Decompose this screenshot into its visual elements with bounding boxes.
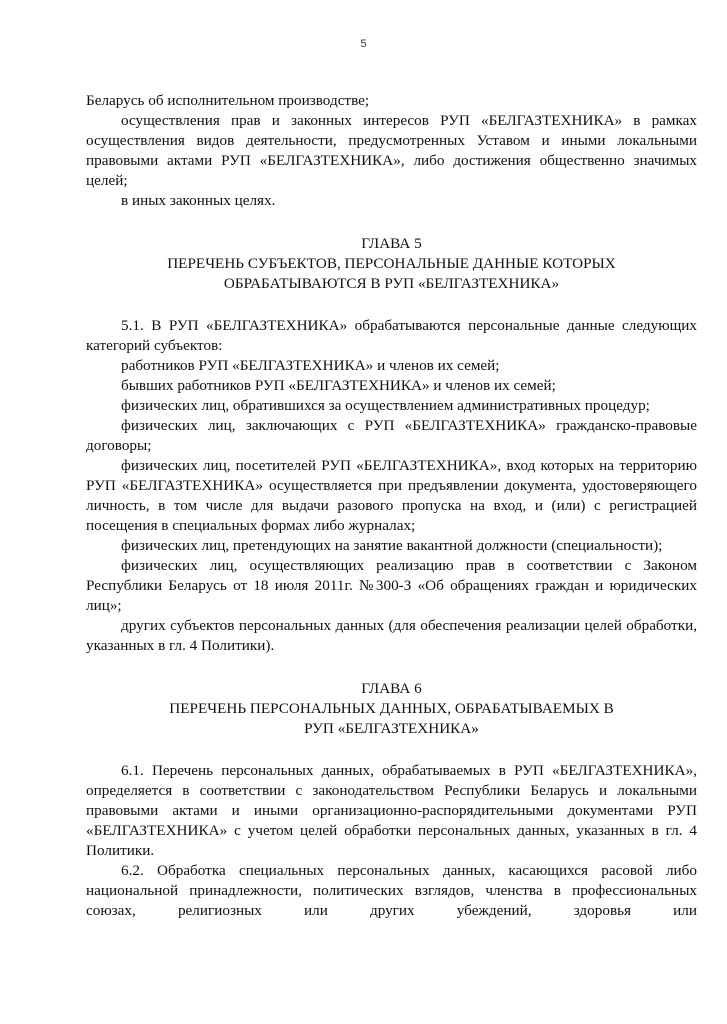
chapter-5-title-line-1: ПЕРЕЧЕНЬ СУБЪЕКТОВ, ПЕРСОНАЛЬНЫЕ ДАННЫЕ КОТОРЫХ — [167, 255, 616, 272]
page-number: 5 — [360, 38, 367, 50]
list-item: физических лиц, посетителей РУП «БЕЛГАЗТЕХНИКА», вход которых на территорию РУП «БЕЛГАЗТЕХНИКА» осуществляется при предъявлении документа, удостоверяющего личность, в том числе для выдачи разового пропуска на вход, и (или) с регистрацией посещения в специальных формах либо журналах; — [86, 457, 697, 534]
list-item: физических лиц, претендующих на занятие вакантной должности (специальности); — [121, 537, 663, 554]
clause-6-1: 6.1. Перечень персональных данных, обрабатываемых в РУП «БЕЛГАЗТЕХНИКА», определяется в соответствии с законодательством Республики Беларусь и локальными правовыми актами и иными организационно-распорядительными документами РУП «БЕЛГАЗТЕХНИКА» с учетом целей обработки персональных данных, указанных в гл. 4 Политики. — [86, 762, 697, 859]
chapter-5-number: ГЛАВА 5 — [361, 235, 422, 252]
list-item: физических лиц, осуществляющих реализацию прав в соответствии с Законом Республики Беларусь от 18 июля 2011г. №300-З «Об обращениях граждан и юридических лиц»; — [86, 557, 697, 614]
intro-paragraph-2: осуществления прав и законных интересов РУП «БЕЛГАЗТЕХНИКА» в рамках осуществления видов деятельности, предусмотренных Уставом и иными локальными правовыми актами РУП «БЕЛГАЗТЕХНИКА», либо достижения общественно значимых целей; — [86, 112, 697, 189]
chapter-6-title-line-1: ПЕРЕЧЕНЬ ПЕРСОНАЛЬНЫХ ДАННЫХ, ОБРАБАТЫВАЕМЫХ В — [169, 700, 614, 717]
chapter-5-heading — [86, 234, 697, 294]
spacer — [86, 294, 697, 316]
intro-paragraph-3: в иных законных целях. — [121, 192, 276, 209]
chapter-6-body — [86, 761, 697, 921]
clause-6-2: 6.2. Обработка специальных персональных данных, касающихся расовой либо национальной принадлежности, политических взглядов, членства в профессиональных союзах, религиозных или других убеждений, здоровья или — [86, 862, 697, 919]
clause-5-1: 5.1. В РУП «БЕЛГАЗТЕХНИКА» обрабатываются персональные данные следующих категорий субъектов: — [86, 317, 697, 354]
chapter-6-title-line-2: РУП «БЕЛГАЗТЕХНИКА» — [304, 720, 479, 737]
spacer — [86, 211, 697, 234]
list-item: других субъектов персональных данных (для обеспечения реализации целей обработки, указанных в гл. 4 Политики). — [86, 617, 697, 654]
chapter-6-number: ГЛАВА 6 — [361, 680, 422, 697]
list-item: бывших работников РУП «БЕЛГАЗТЕХНИКА» и членов их семей; — [121, 377, 556, 394]
list-item: работников РУП «БЕЛГАЗТЕХНИКА» и членов их семей; — [121, 357, 500, 374]
chapter-6-heading — [86, 679, 697, 739]
spacer — [86, 656, 697, 679]
chapter-5-title-line-2: ОБРАБАТЫВАЮТСЯ В РУП «БЕЛГАЗТЕХНИКА» — [223, 275, 560, 292]
list-item: физических лиц, заключающих с РУП «БЕЛГАЗТЕХНИКА» гражданско-правовые договоры; — [86, 417, 697, 454]
intro-paragraph-1: Беларусь об исполнительном производстве; — [86, 92, 370, 109]
document-body — [86, 91, 697, 921]
list-item: физических лиц, обратившихся за осуществлением административных процедур; — [121, 397, 650, 414]
chapter-5-body — [86, 316, 697, 656]
spacer — [86, 739, 697, 761]
